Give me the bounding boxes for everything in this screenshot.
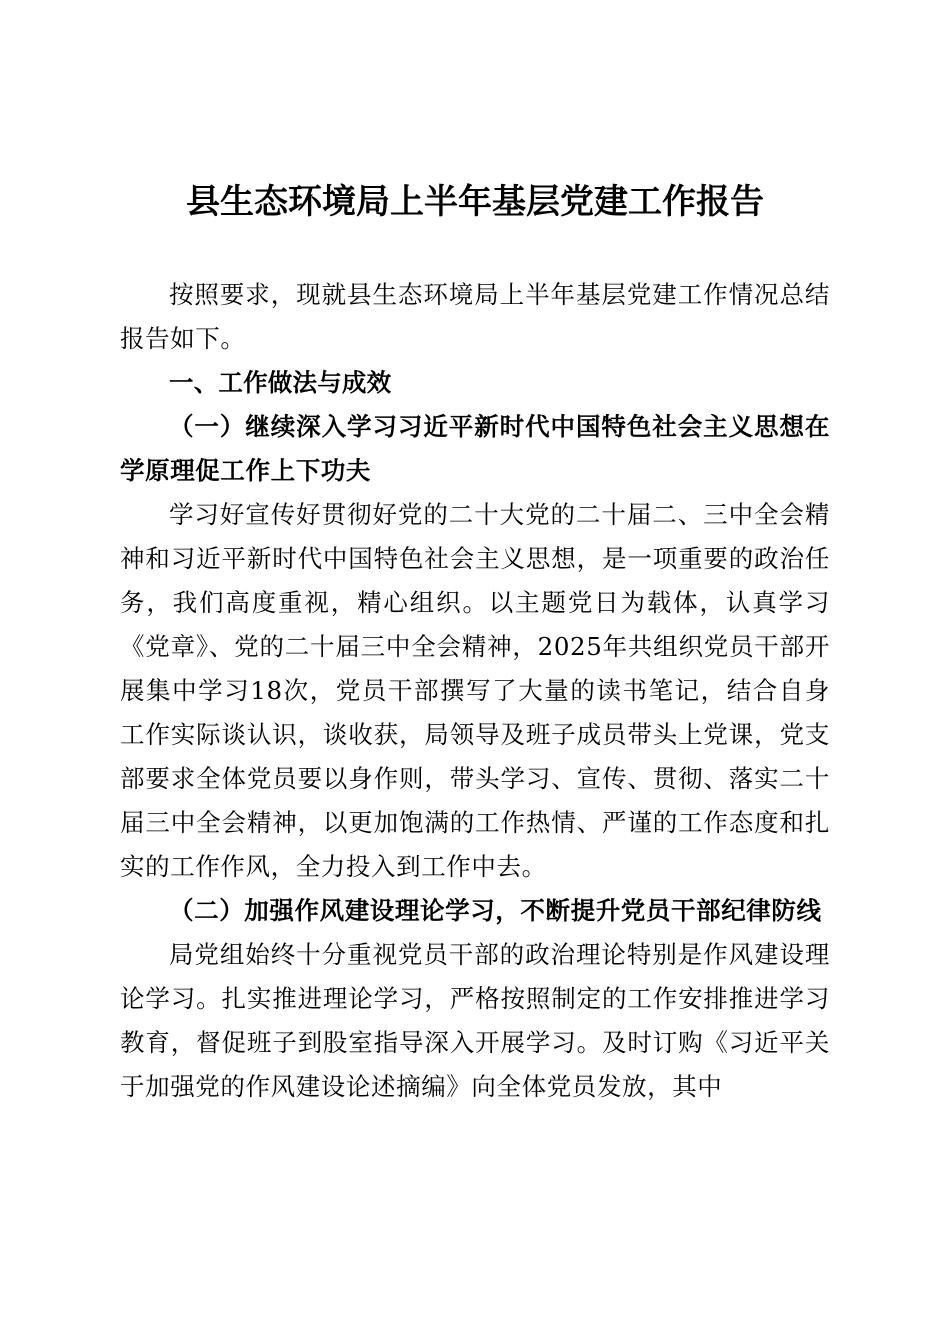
document-body <box>120 273 830 1109</box>
body-paragraph-2: 局党组始终十分重视党员干部的政治理论特别是作风建设理论学习。扎实推进理论学习，严格按照制定的工作安排推进学习教育，督促班子到股室指导深入开展学习。及时订购《习近平关于加强党的作风建设论述摘编》向全体党员发放，其中 <box>120 940 830 1101</box>
subsection-heading-2: （二）加强作风建设理论学习，不断提升党员干部纪律防线 <box>169 896 822 925</box>
subsection-heading-1: （一）继续深入学习习近平新时代中国特色社会主义思想在学原理促工作上下功夫 <box>120 412 830 485</box>
document-title: 县生态环境局上半年基层党建工作报告 <box>186 182 764 222</box>
body-paragraph-1: 学习好宣传好贯彻好党的二十大党的二十届二、三中全会精神和习近平新时代中国特色社会主义思想，是一项重要的政治任务，我们高度重视，精心组织。以主题党日为载体，认真学习《党章》、党的二十届三中全会精神，2025年共组织党员干部开展集中学习18次，党员干部撰写了大量的读书笔记，结合自身工作实际谈认识，谈收获，局领导及班子成员带头上党课，党支部要求全体党员要以身作则，带头学习、宣传、贯彻、落实二十届三中全会精神，以更加饱满的工作热情、严谨的工作态度和扎实的工作作风，全力投入到工作中去。 <box>120 500 830 881</box>
section-heading-1: 一、工作做法与成效 <box>169 368 392 397</box>
intro-paragraph: 按照要求，现就县生态环境局上半年基层党建工作情况总结报告如下。 <box>120 280 830 353</box>
